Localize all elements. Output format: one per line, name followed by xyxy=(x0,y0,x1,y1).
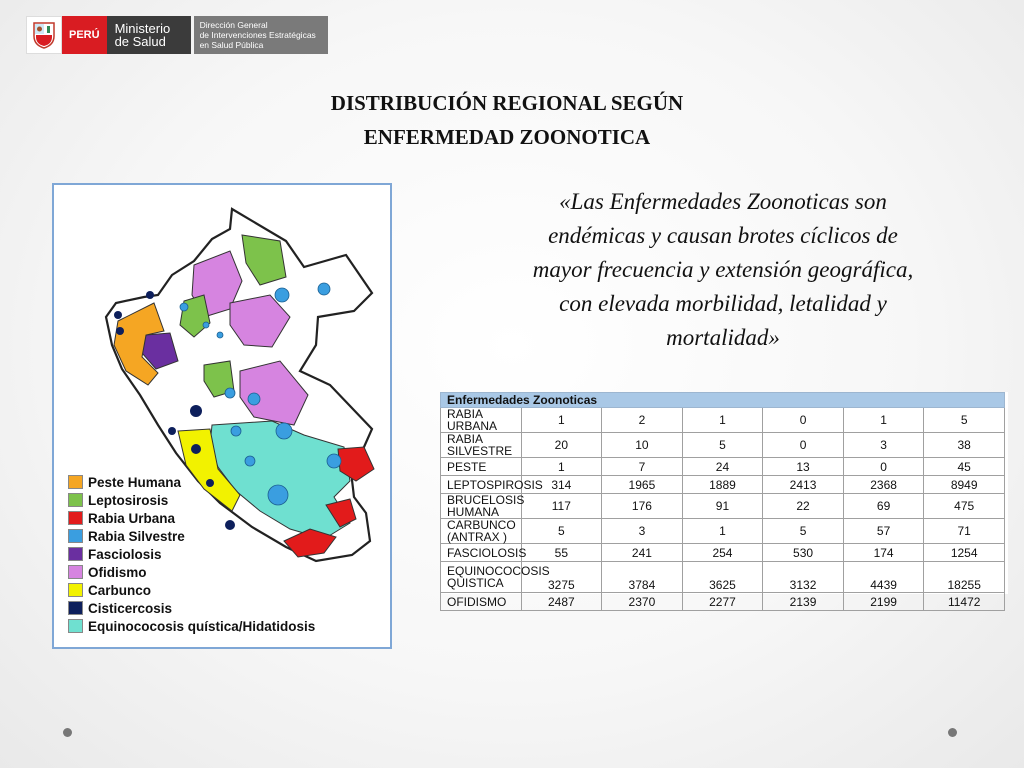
map-legend xyxy=(68,473,315,635)
legend-swatch xyxy=(68,475,83,489)
disease-name-cell: CARBUNCO (ANTRAX ) xyxy=(441,519,522,544)
value-cell: 2139 xyxy=(763,593,844,611)
value-cell: 2199 xyxy=(843,593,924,611)
value-cell: 530 xyxy=(763,544,844,562)
zoonosis-table xyxy=(440,392,1008,609)
value-cell: 0 xyxy=(763,433,844,458)
value-cell: 4439 xyxy=(843,562,924,593)
legend-swatch xyxy=(68,511,83,525)
value-cell: 8949 xyxy=(924,476,1005,494)
slide-title: DISTRIBUCIÓN REGIONAL SEGÚN ENFERMEDAD ZOONOTICA xyxy=(330,91,684,149)
table-row xyxy=(441,544,1005,562)
value-cell: 1 xyxy=(843,408,924,433)
value-cell: 3 xyxy=(843,433,924,458)
value-cell: 5 xyxy=(763,519,844,544)
value-cell: 3132 xyxy=(763,562,844,593)
coat-of-arms-icon xyxy=(26,16,62,54)
value-cell: 45 xyxy=(924,458,1005,476)
value-cell: 3784 xyxy=(602,562,683,593)
value-cell: 1 xyxy=(682,408,763,433)
value-cell: 7 xyxy=(602,458,683,476)
legend-item: Equinococosis quística/Hidatidosis xyxy=(68,617,315,635)
legend-swatch xyxy=(68,493,83,507)
value-cell: 1 xyxy=(521,408,602,433)
disease-name-cell: LEPTOSPIROSIS xyxy=(441,476,522,494)
value-cell: 2487 xyxy=(521,593,602,611)
value-cell: 254 xyxy=(682,544,763,562)
value-cell: 1 xyxy=(682,519,763,544)
legend-item: Ofidismo xyxy=(68,563,315,581)
table-row xyxy=(441,494,1005,519)
value-cell: 57 xyxy=(843,519,924,544)
value-cell: 5 xyxy=(924,408,1005,433)
value-cell: 117 xyxy=(521,494,602,519)
peru-zoonosis-map xyxy=(52,183,392,649)
legend-item: Fasciolosis xyxy=(68,545,315,563)
table-row xyxy=(441,408,1005,433)
legend-item: Peste Humana xyxy=(68,473,315,491)
legend-item: Rabia Silvestre xyxy=(68,527,315,545)
legend-swatch xyxy=(68,547,83,561)
value-cell: 2 xyxy=(602,408,683,433)
ministry-label: Ministerio de Salud xyxy=(107,16,191,54)
value-cell: 3275 xyxy=(521,562,602,593)
disease-name-cell: PESTE xyxy=(441,458,522,476)
disease-name-cell: RABIA SILVESTRE xyxy=(441,433,522,458)
value-cell: 91 xyxy=(682,494,763,519)
minsa-logo xyxy=(26,16,328,54)
table-row xyxy=(441,519,1005,544)
value-cell: 11472 xyxy=(924,593,1005,611)
value-cell: 2413 xyxy=(763,476,844,494)
value-cell: 174 xyxy=(843,544,924,562)
value-cell: 5 xyxy=(682,433,763,458)
table-row xyxy=(441,593,1005,611)
disease-name-cell: RABIA URBANA xyxy=(441,408,522,433)
quote-text: «Las Enfermedades Zoonoticas son endémicas y causan brotes cíclicos de mayor frecuencia y extensión geográfica, con elevada morbilidad, letalidad y mortalidad» xyxy=(532,189,914,350)
zoonosis-data-table xyxy=(440,392,1005,611)
legend-item: Rabia Urbana xyxy=(68,509,315,527)
value-cell: 69 xyxy=(843,494,924,519)
value-cell: 2277 xyxy=(682,593,763,611)
legend-item: Carbunco xyxy=(68,581,315,599)
disease-name-cell: EQUINOCOCOSIS QUISTICA xyxy=(441,562,522,593)
table-header: Enfermedades Zoonoticas xyxy=(441,393,1005,408)
table-row xyxy=(441,476,1005,494)
value-cell: 13 xyxy=(763,458,844,476)
table-row xyxy=(441,433,1005,458)
slide-nav-dot-left xyxy=(63,728,72,737)
directorate-label: Dirección General de Intervenciones Estratégicas en Salud Pública xyxy=(194,16,328,54)
slide-nav-dot-right xyxy=(948,728,957,737)
value-cell: 2370 xyxy=(602,593,683,611)
value-cell: 1889 xyxy=(682,476,763,494)
value-cell: 18255 xyxy=(924,562,1005,593)
value-cell: 24 xyxy=(682,458,763,476)
legend-swatch xyxy=(68,565,83,579)
legend-swatch xyxy=(68,583,83,597)
disease-name-cell: OFIDISMO xyxy=(441,593,522,611)
value-cell: 0 xyxy=(763,408,844,433)
value-cell: 475 xyxy=(924,494,1005,519)
legend-swatch xyxy=(68,619,83,633)
value-cell: 55 xyxy=(521,544,602,562)
table-row xyxy=(441,562,1005,593)
value-cell: 2368 xyxy=(843,476,924,494)
value-cell: 1 xyxy=(521,458,602,476)
legend-swatch xyxy=(68,601,83,615)
legend-swatch xyxy=(68,529,83,543)
value-cell: 5 xyxy=(521,519,602,544)
disease-name-cell: FASCIOLOSIS xyxy=(441,544,522,562)
value-cell: 241 xyxy=(602,544,683,562)
legend-item: Leptosirosis xyxy=(68,491,315,509)
value-cell: 71 xyxy=(924,519,1005,544)
value-cell: 20 xyxy=(521,433,602,458)
value-cell: 0 xyxy=(843,458,924,476)
value-cell: 314 xyxy=(521,476,602,494)
value-cell: 10 xyxy=(602,433,683,458)
value-cell: 3 xyxy=(602,519,683,544)
value-cell: 1254 xyxy=(924,544,1005,562)
table-row xyxy=(441,458,1005,476)
value-cell: 3625 xyxy=(682,562,763,593)
legend-item: Cisticercosis xyxy=(68,599,315,617)
value-cell: 38 xyxy=(924,433,1005,458)
value-cell: 176 xyxy=(602,494,683,519)
value-cell: 1965 xyxy=(602,476,683,494)
country-label: PERÚ xyxy=(62,16,107,54)
value-cell: 22 xyxy=(763,494,844,519)
disease-name-cell: BRUCELOSIS HUMANA xyxy=(441,494,522,519)
